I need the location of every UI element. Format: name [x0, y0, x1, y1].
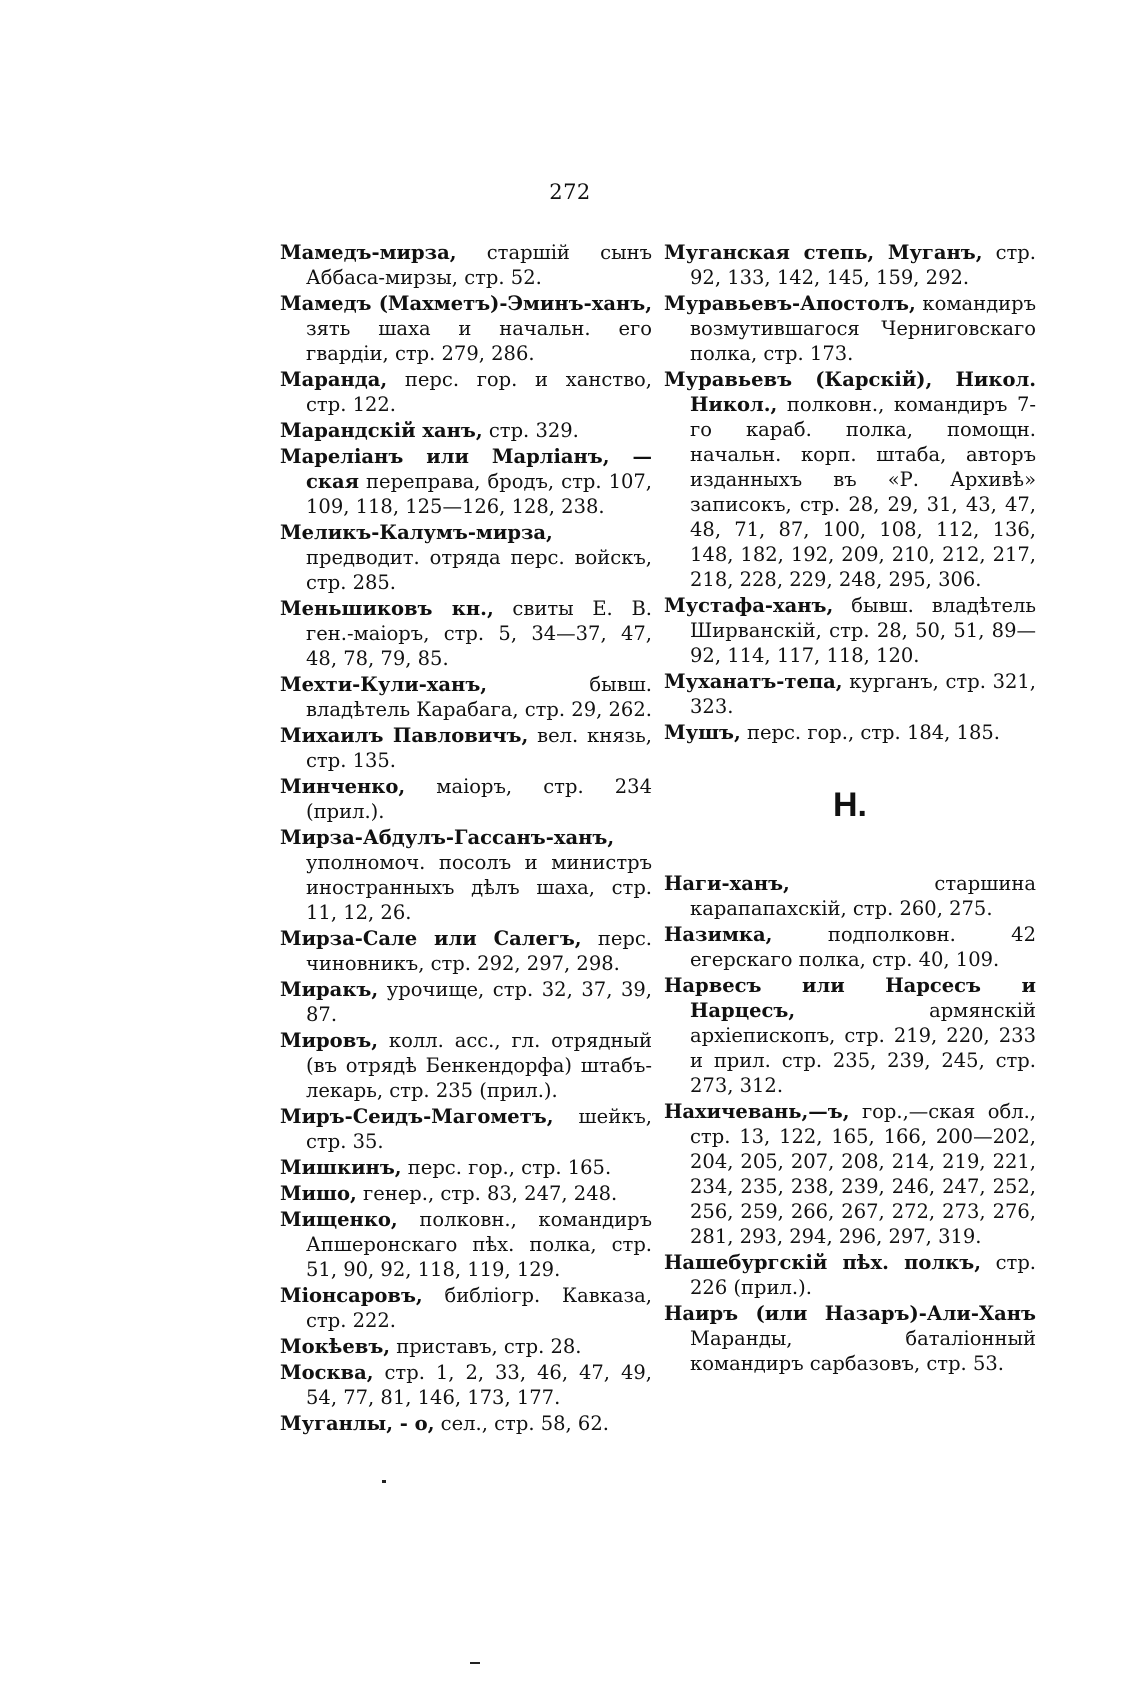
index-entry-heading: Маранда, [280, 368, 388, 391]
index-entry [280, 444, 652, 519]
index-entry [280, 723, 652, 773]
index-entry-details: зять шаха и начальн. его гвардіи, стр. 279, 286. [306, 317, 652, 365]
index-entry-details: полковн., командиръ 7-го караб. полка, помощн. начальн. корп. штаба, авторъ изданныхъ въ «Р. Архивѣ» записокъ, стр. 28, 29, 31, 43, 47, 48, 71, 87, 100, 108, 112, 136, 148, 182, 192, 209, 210, 212, 217, 218, 228, 229, 248, 295, 306. [690, 393, 1036, 591]
index-entry-details: полковн., командиръ Апшеронскаго пѣх. полка, стр. 51, 90, 92, 118, 119, 129. [306, 1208, 652, 1281]
index-entry [280, 1334, 652, 1359]
index-entry-heading: Мокѣевъ, [280, 1335, 391, 1358]
index-entry-details: стр. 226 (прил.). [690, 1251, 1037, 1299]
index-entry [664, 922, 1036, 972]
index-entry [664, 291, 1036, 366]
index-entry-heading: Назимка, [664, 923, 773, 946]
index-entry-details: библіогр. Кавказа, стр. 222. [306, 1284, 652, 1332]
index-entry-heading: Мамедъ-мирза, [280, 241, 457, 264]
index-entry [664, 973, 1036, 1098]
index-entry-details: переправа, бродъ, стр. 107, 109, 118, 125—126, 128, 238. [306, 470, 652, 518]
index-entry [280, 1028, 652, 1103]
index-entry-details: стр. 92, 133, 142, 145, 159, 292. [690, 241, 1036, 289]
index-entry-details: бывш. владѣтель Карабага, стр. 29, 262. [306, 673, 652, 721]
index-entry [280, 1155, 652, 1180]
index-entry-heading: Мушъ, [664, 721, 741, 744]
index-entry-details: стр. 1, 2, 33, 46, 47, 49, 54, 77, 81, 146, 173, 177. [306, 1361, 652, 1409]
index-entry [280, 520, 652, 595]
index-entry [280, 672, 652, 722]
index-entry [280, 367, 652, 417]
index-entry-details: перс. чиновникъ, стр. 292, 297, 298. [306, 927, 652, 975]
index-entry [280, 1360, 652, 1410]
index-entry-details: Маранды, баталіонный командиръ сарбазовъ, стр. 53. [690, 1327, 1036, 1375]
index-entry-heading: Меньшиковъ кн., [280, 597, 494, 620]
index-section-m-continued [664, 240, 1036, 745]
index-entry [280, 1104, 652, 1154]
index-entry [280, 1181, 652, 1206]
scan-speck [470, 1662, 480, 1664]
index-entry [280, 291, 652, 366]
index-entry [280, 774, 652, 824]
index-entry-heading: Мишо, [280, 1182, 357, 1205]
index-entry-heading: Мустафа-ханъ, [664, 594, 834, 617]
index-section-n [664, 871, 1036, 1376]
index-entry-details: генер., стр. 83, 247, 248. [356, 1182, 618, 1205]
index-entry-details: стр. 329. [482, 419, 579, 442]
index-entry-heading: Миръ-Сеидъ-Магометъ, [280, 1105, 554, 1128]
index-entry-heading: Мамедъ (Махметъ)-Эминъ-ханъ, [280, 292, 652, 315]
index-entry-heading: Нарвесъ или Нарсесъ и Нарцесъ, [664, 974, 1036, 1022]
index-entry-details: сел., стр. 58, 62. [434, 1412, 609, 1435]
index-entry [664, 669, 1036, 719]
index-entry-heading: Михаилъ Павловичъ, [280, 724, 529, 747]
page-number: 272 [549, 180, 591, 204]
index-entry-details: гор.,—ская обл., стр. 13, 122, 165, 166, 200—202, 204, 205, 207, 208, 214, 219, 221, 234, 235, 238, 239, 246, 247, 252, 256, 259, 266, 267, 272, 273, 276, 281, 293, 294, 296, 297, 319. [690, 1100, 1036, 1248]
index-entry [664, 593, 1036, 668]
index-entry [664, 1099, 1036, 1249]
index-entry-heading: Наги-ханъ, [664, 872, 790, 895]
index-entry [280, 240, 652, 290]
index-entry [280, 977, 652, 1027]
index-entry-heading: Наиръ (или Назаръ)-Али-Ханъ [664, 1302, 1036, 1325]
index-entry-heading: Міонсаровъ, [280, 1284, 423, 1307]
index-entry-details: армянскій архіепископъ, стр. 219, 220, 233 и прил. стр. 235, 239, 245, стр. 273, 312. [690, 999, 1036, 1097]
index-entry-details: старшина карапапахскій, стр. 260, 275. [690, 872, 1036, 920]
index-entry [280, 1411, 652, 1436]
index-entry-details: бывш. владѣтель Ширванскій, стр. 28, 50, 51, 89—92, 114, 117, 118, 120. [690, 594, 1036, 667]
index-entry [664, 871, 1036, 921]
index-entry-heading: Меликъ-Калумъ-мирза, [280, 521, 553, 544]
index-column-right [664, 240, 1036, 1377]
index-entry-details: колл. асс., гл. отрядный (въ отрядѣ Бенкендорфа) штабъ-лекарь, стр. 235 (прил.). [306, 1029, 652, 1102]
index-entry-heading: Мищенко, [280, 1208, 398, 1231]
index-entry-heading: Мишкинъ, [280, 1156, 402, 1179]
index-entry-details: маіоръ, стр. 234 (прил.). [306, 775, 652, 823]
index-entry [280, 418, 652, 443]
index-entry-details: перс. гор., стр. 184, 185. [740, 721, 1000, 744]
index-entry [280, 596, 652, 671]
index-entry-details: шейкъ, стр. 35. [306, 1105, 652, 1153]
index-entry-details: вел. князь, стр. 135. [306, 724, 652, 772]
index-entry-heading: Нашебургскій пѣх. полкъ, [664, 1251, 981, 1274]
index-entry-heading: Нахичевань,—ъ, [664, 1100, 850, 1123]
index-entry-details: перс. гор., стр. 165. [401, 1156, 612, 1179]
index-entry-details: свиты Е. В. ген.-маіоръ, стр. 5, 34—37, 47, 48, 78, 79, 85. [306, 597, 652, 670]
index-entry-heading: Москва, [280, 1361, 374, 1384]
index-entry-details: старшій сынъ Аббаса-мирзы, стр. 52. [306, 241, 652, 289]
index-entry-heading: Мирза-Сале или Салегъ, [280, 927, 582, 950]
index-entry-heading: Марандскій ханъ, [280, 419, 483, 442]
index-entry-heading: Миракъ, [280, 978, 379, 1001]
index-entry-details: предводит. отряда перс. войскъ, стр. 285. [306, 546, 652, 594]
index-entry [664, 1250, 1036, 1300]
index-entry-heading: Муганлы, - о, [280, 1412, 435, 1435]
index-entry-details: подполковн. 42 егерскаго полка, стр. 40, 109. [690, 923, 1036, 971]
scan-speck [382, 1480, 386, 1483]
index-entry-heading: Мехти-Кули-ханъ, [280, 673, 488, 696]
index-entry-details: перс. гор. и ханство, стр. 122. [306, 368, 652, 416]
index-entry [280, 926, 652, 976]
section-letter-heading: Н. [833, 786, 867, 824]
index-entry [280, 1207, 652, 1282]
index-entry-details: командиръ возмутившагося Черниговскаго полка, стр. 173. [690, 292, 1036, 365]
index-entry-heading: Минченко, [280, 775, 406, 798]
index-entry-heading: Мирза-Абдулъ-Гассанъ-ханъ, [280, 826, 615, 849]
index-entry-details: курганъ, стр. 321, 323. [690, 670, 1036, 718]
index-entry-heading: Мировъ, [280, 1029, 378, 1052]
index-entry-details: уполномоч. посолъ и министръ иностранныхъ дѣлъ шаха, стр. 11, 12, 26. [306, 851, 652, 924]
index-entry-details: урочище, стр. 32, 37, 39, 87. [306, 978, 652, 1026]
index-entry-details: приставъ, стр. 28. [390, 1335, 582, 1358]
index-entry [280, 825, 652, 925]
index-entry [280, 1283, 652, 1333]
index-column-left [280, 240, 652, 1437]
index-entry-heading: Муханатъ-тепа, [664, 670, 843, 693]
index-entry-heading: Муравьевъ (Карскій), Никол. Никол., [664, 368, 1036, 416]
index-entry [664, 1301, 1036, 1376]
index-entry-heading: Муганская степь, Муганъ, [664, 241, 983, 264]
index-entry [664, 240, 1036, 290]
index-entry [664, 720, 1036, 745]
index-entry-heading: Муравьевъ-Апостолъ, [664, 292, 916, 315]
index-entry-heading: Мареліанъ или Марліанъ, — ская [280, 445, 652, 493]
index-entry [664, 367, 1036, 592]
